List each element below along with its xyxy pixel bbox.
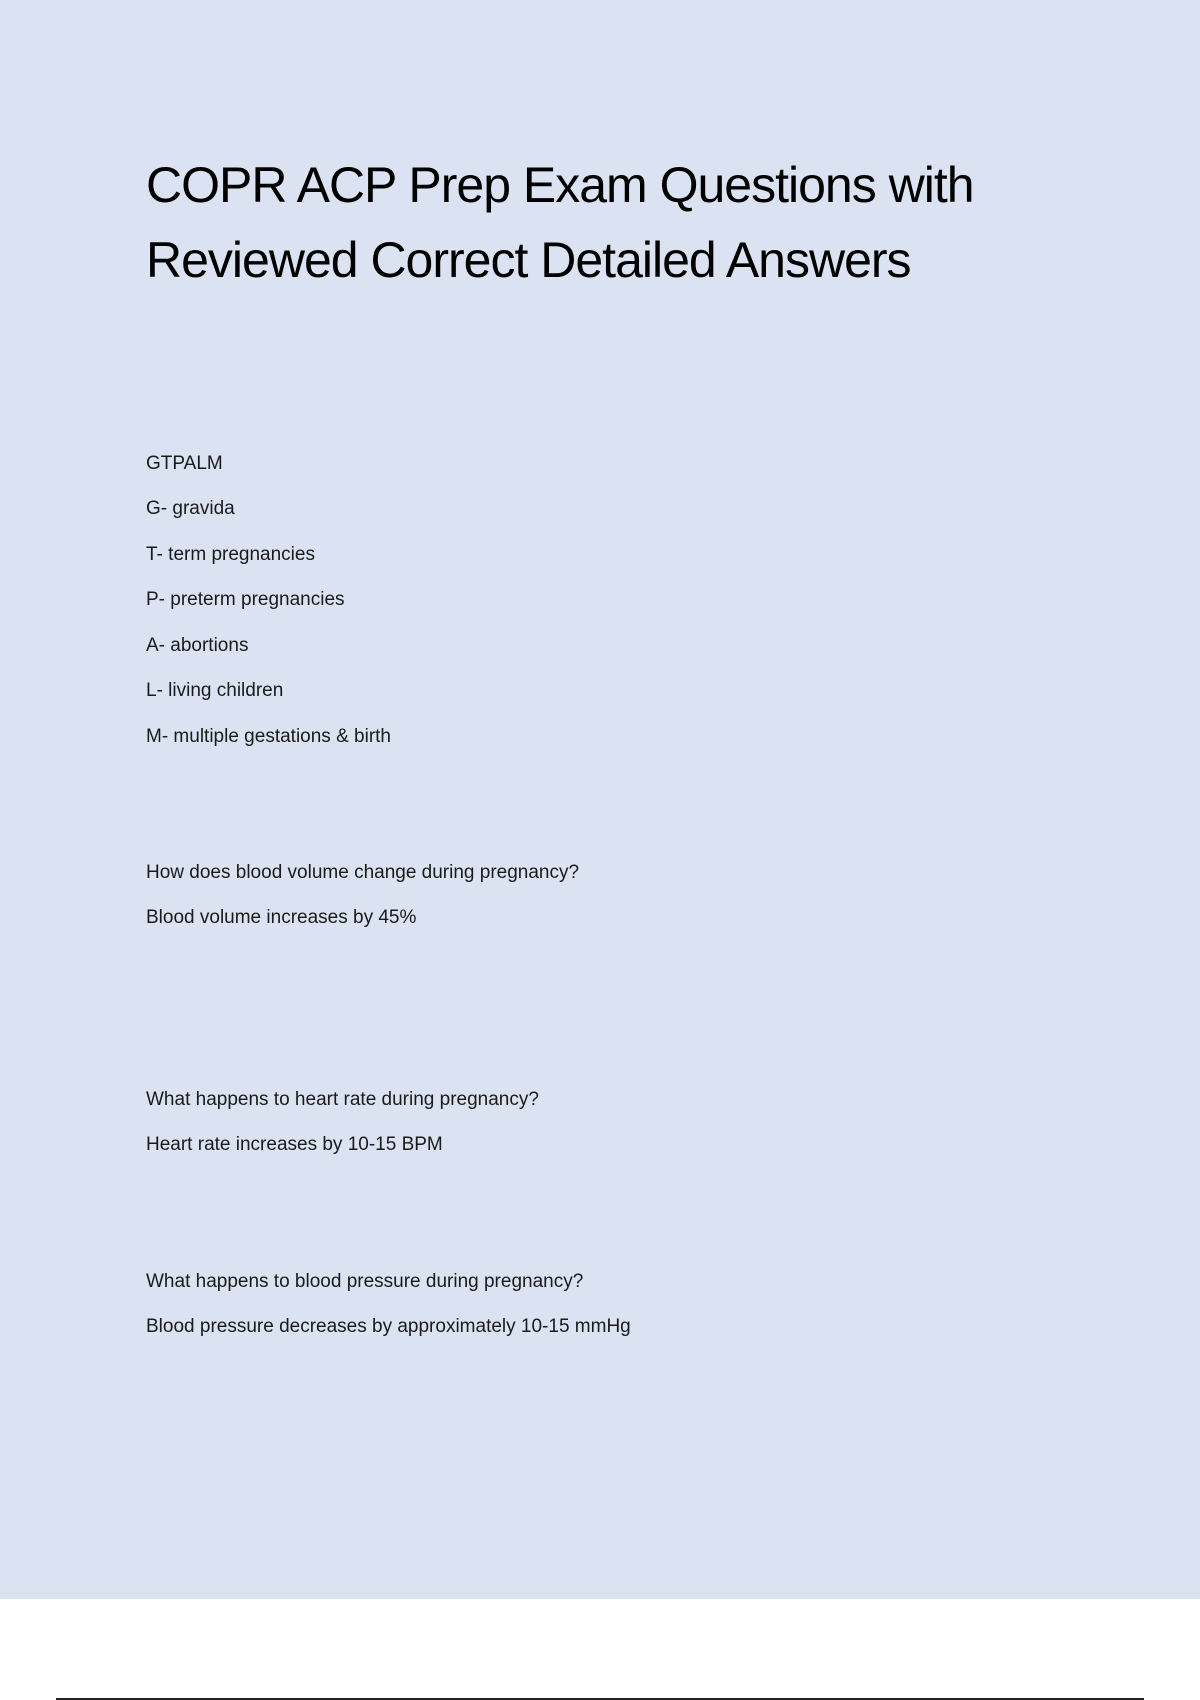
gtpalm-item-m: M- multiple gestations & birth (146, 726, 391, 747)
gtpalm-item-l: L- living children (146, 680, 284, 701)
gtpalm-item-a: A- abortions (146, 635, 249, 656)
gtpalm-heading: GTPALM (146, 453, 223, 474)
answer-heart-rate: Heart rate increases by 10-15 BPM (146, 1134, 443, 1155)
question-blood-volume: How does blood volume change during pregnancy? (146, 862, 580, 883)
gtpalm-item-p: P- preterm pregnancies (146, 589, 345, 610)
answer-blood-volume: Blood volume increases by 45% (146, 907, 417, 928)
question-heart-rate: What happens to heart rate during pregnancy? (146, 1089, 539, 1110)
gtpalm-item-t: T- term pregnancies (146, 544, 315, 565)
document-title (146, 148, 1046, 298)
title-line-2: Reviewed Correct Detailed Answers (146, 232, 911, 288)
question-blood-pressure: What happens to blood pressure during pregnancy? (146, 1271, 584, 1292)
title-line-1: COPR ACP Prep Exam Questions with (146, 157, 974, 213)
answer-blood-pressure: Blood pressure decreases by approximately 10-15 mmHg (146, 1316, 631, 1337)
gtpalm-item-g: G- gravida (146, 498, 235, 519)
